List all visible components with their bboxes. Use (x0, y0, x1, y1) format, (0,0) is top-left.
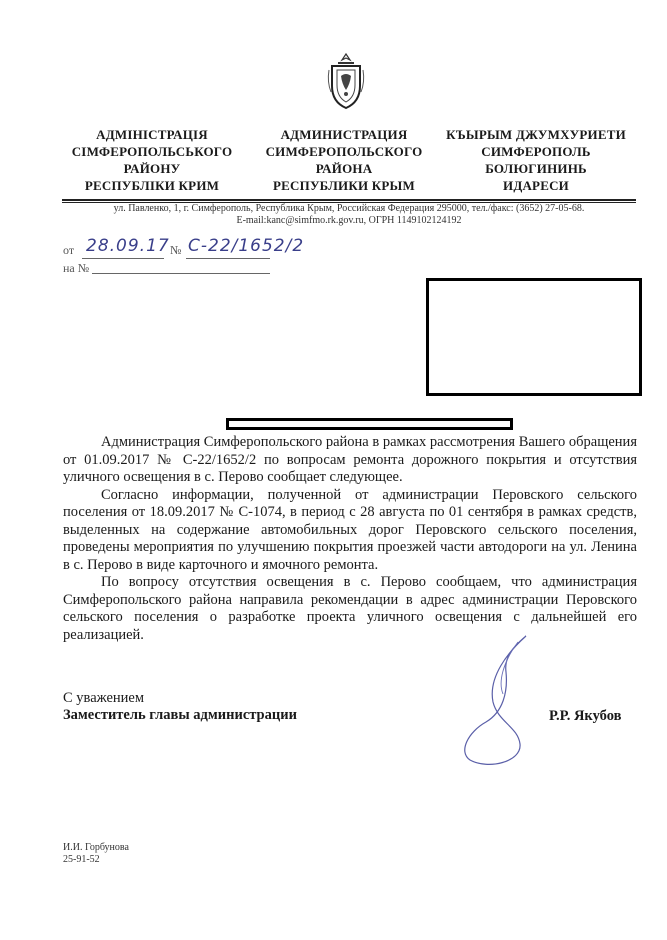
signer-name: Р.Р. Якубов (549, 708, 622, 724)
signer-position: Заместитель главы администрации (63, 707, 297, 723)
org-name-russian: АДМИНИСТРАЦИЯ СИМФЕРОПОЛЬСКОГО РАЙОНА РЕСПУБЛИКИ КРЫМ (265, 127, 423, 193)
ref-to-label: на № (63, 261, 90, 275)
ref-from-label: от (63, 243, 75, 257)
coat-of-arms-icon (326, 52, 366, 110)
ref-date-handwritten: 28.09.17 (86, 236, 170, 256)
closing-block (63, 690, 297, 724)
ref-number-handwritten: С-22/1652/2 (188, 236, 305, 256)
contacts-address: ул. Павленко, 1, г. Симферополь, Республика Крым, Российская Федерация 295000, тел./факс: (3652) 27-05-68. (113, 203, 585, 214)
ref-to-line (92, 273, 270, 274)
ref-date-line (82, 258, 164, 259)
letter-body (63, 434, 637, 644)
author-phone: 25-91-52 (63, 854, 100, 865)
org-name-ukrainian: АДМІНІСТРАЦІЯ СІМФЕРОПОЛЬСЬКОГО РАЙОНУ РЕСПУБЛІКИ КРИМ (71, 127, 233, 193)
body-paragraph: По вопросу отсутствия освещения в с. Перово сообщаем, что администрация Симферопольского района направила рекомендации в адрес администрации Перовского сельского поселения о разработке проекта уличного освещения с дальнейшей его реализацией. (63, 574, 637, 643)
ref-number-label: № (170, 243, 182, 257)
author-name: И.И. Горбунова (63, 842, 129, 853)
contacts-block (62, 203, 636, 227)
redacted-salutation (226, 418, 513, 430)
header-divider (62, 199, 636, 201)
ref-number-line (186, 258, 270, 259)
org-name-crimean-tatar: КЪЫРЫМ ДЖУМХУРИЕТИ СИМФЕРОПОЛЬ БОЛЮГИНИНЬ ИДАРЕСИ (446, 127, 626, 193)
body-paragraph: Согласно информации, полученной от администрации Перовского сельского поселения от 18.09.2017 № С-1074, в период с 28 августа по 01 сентября в рамках средств, выделенных на содержание автомобильных дорог Перовского сельского поселения, проведены мероприятия по улучшению покрытия проезжей части автодороги на ул. Ленина в с. Перово в виде карточного и ямочного ремонта. (63, 486, 637, 573)
author-block (63, 842, 129, 866)
contacts-email: E-mail:kanc@simfmo.rk.gov.ru, ОГРН 1149102124192 (236, 215, 462, 226)
redacted-addressee (426, 278, 642, 396)
closing-regards: С уважением (63, 690, 145, 706)
handwritten-signature (448, 632, 558, 772)
body-paragraph: Администрация Симферопольского района в рамках рассмотрения Вашего обращения от 01.09.2017 № С-22/1652/2 по вопросам ремонта дорожного покрытия и отсутствия уличного освещения в с. Перово сообщает следующее. (63, 434, 637, 485)
